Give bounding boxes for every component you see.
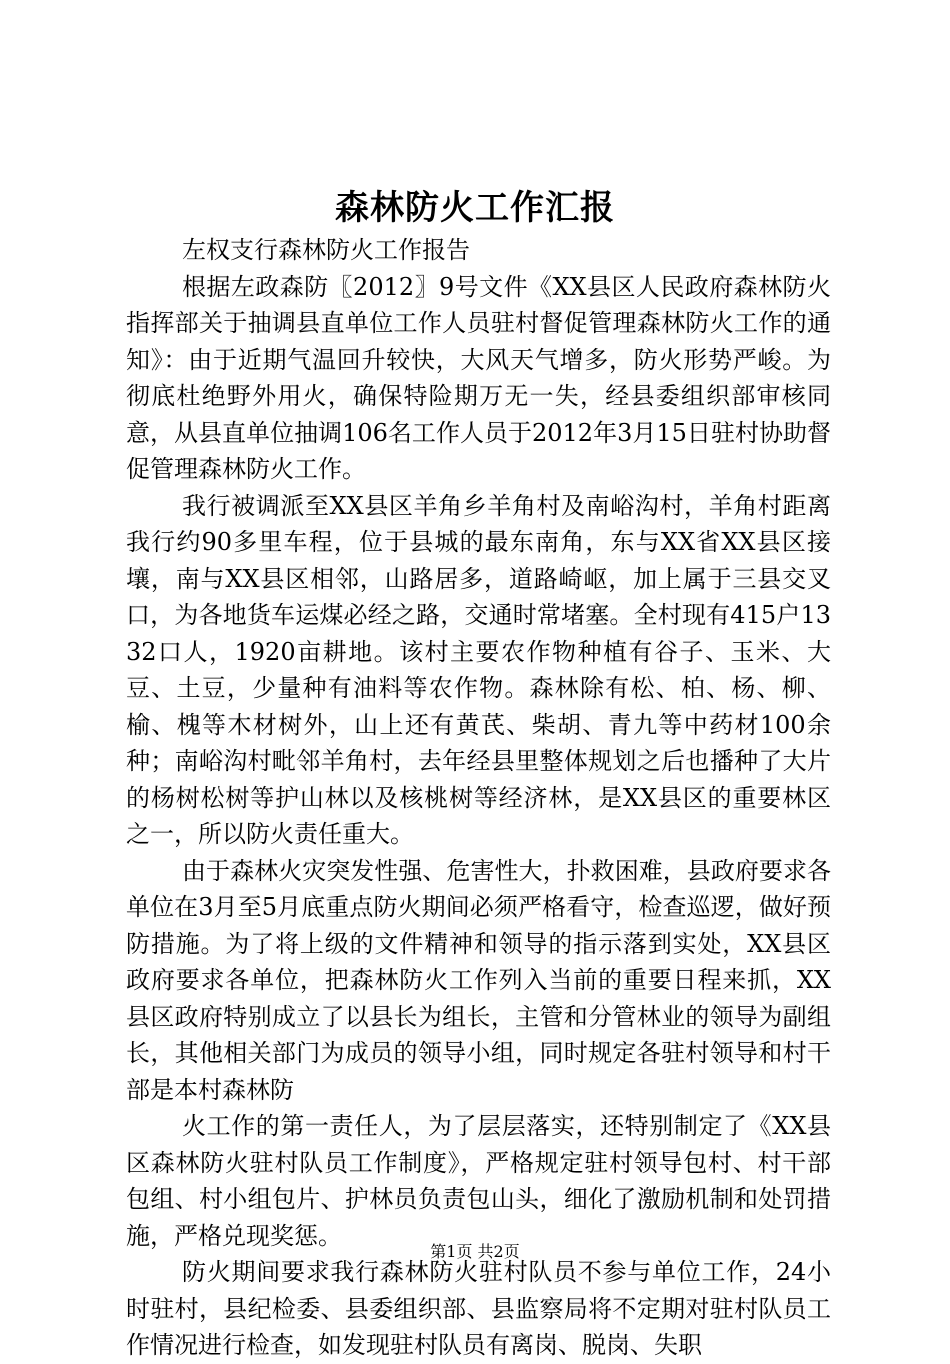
paragraph: 防火期间要求我行森林防火驻村队员不参与单位工作，24小时驻村，县纪检委、县委组织部、县监察局将不定期对驻村队员工作情况进行检查，如发现驻村队员有离岗、脱岗、失职 bbox=[126, 1258, 831, 1359]
page-number-footer: 第1页 共2页 bbox=[430, 1242, 520, 1261]
paragraph: 根据左政森防〖2012〗9号文件《XX县区人民政府森林防火指挥部关于抽调县直单位工作人员驻村督促管理森林防火工作的通知》：由于近期气温回升较快，大风天气增多，防火形势严峻。为彻底杜绝野外用火，确保特险期万无一失，经县委组织部审核同意，从县直单位抽调106名工作人员于2012年3月15日驻村协助督促管理森林防火工作。 bbox=[126, 272, 831, 483]
paragraph: 我行被调派至XX县区羊角乡羊角村及南峪沟村，羊角村距离我行约90多里车程，位于县城的最东南角，东与XX省XX县区接壤，南与XX县区相邻，山路居多，道路崎岖，加上属于三县交叉口，为各地货车运煤必经之路，交通时常堵塞。全村现有415户1332口人，1920亩耕地。该村主要农作物种植有谷子、玉米、大豆、土豆，少量种有油料等农作物。森林除有松、柏、杨、柳、榆、槐等木材树外，山上还有黄芪、柴胡、青九等中药材100余种；南峪沟村毗邻羊角村，去年经县里整体规划之后也播种了大片的杨树松树等护山林以及核桃树等经济林，是XX县区的重要林区之一，所以防火责任重大。 bbox=[126, 491, 831, 848]
paragraph-subtitle: 左权支行森林防火工作报告 bbox=[182, 236, 470, 264]
document-body bbox=[126, 232, 831, 1364]
paragraph: 由于森林火灾突发性强、危害性大，扑救困难，县政府要求各单位在3月至5月底重点防火期间必须严格看守，检查巡逻，做好预防措施。为了将上级的文件精神和领导的指示落到实处，XX县区政府要求各单位，把森林防火工作列入当前的重要日程来抓，XX县区政府特别成立了以县长为组长，主管和分管林业的领导为副组长，其他相关部门为成员的领导小组，同时规定各驻村领导和村干部是本村森林防 bbox=[126, 856, 831, 1104]
paragraph: 火工作的第一责任人，为了层层落实，还特别制定了《XX县区森林防火驻村队员工作制度》，严格规定驻村领导包村、村干部包组、村小组包片、护林员负责包山头，细化了激励机制和处罚措施，严格兑现奖惩。 bbox=[126, 1112, 831, 1250]
document-title: 森林防火工作汇报 bbox=[335, 188, 615, 228]
